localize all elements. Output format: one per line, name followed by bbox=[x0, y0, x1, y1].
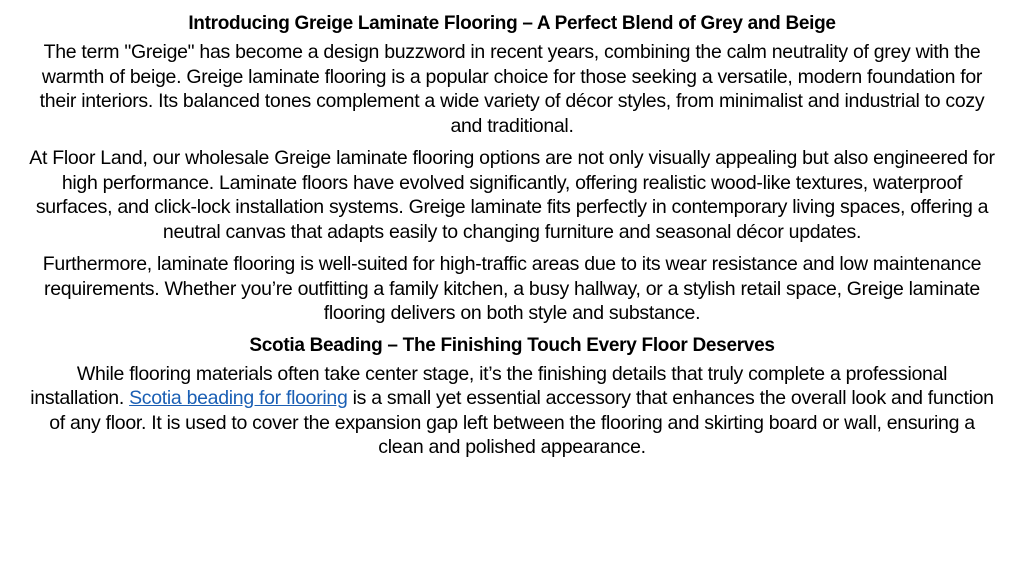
scotia-section-heading: Scotia Beading – The Finishing Touch Every Floor Deserves bbox=[249, 334, 775, 356]
greige-intro-paragraph: The term "Greige" has become a design buzzword in recent years, combining the calm neutrality of grey with the warmth of beige. Greige laminate flooring is a popular choice for those seeking a versatile, modern foundation for their interiors. Its balanced tones complement a wide variety of décor styles, from minimalist and industrial to cozy and traditional. bbox=[39, 41, 985, 137]
laminate-benefits-paragraph: Furthermore, laminate flooring is well-suited for high-traffic areas due to its wear resistance and low maintenance requirements. Whether you’re outfitting a family kitchen, a busy hallway, or a stylish retail space, Greige laminate flooring delivers on both style and substance. bbox=[42, 253, 982, 324]
scotia-text-before-link: While flooring materials often take center stage, it’s the finishing details that truly complete a professional installation. bbox=[30, 362, 948, 409]
scotia-paragraph bbox=[28, 362, 996, 460]
scotia-text-after-link: is a small yet essential accessory that enhances the overall look and function of any floor. It is used to cover the expansion gap left between the flooring and skirting board or wall, ensuring a clean and polished appearance. bbox=[49, 387, 994, 458]
floor-land-paragraph: At Floor Land, our wholesale Greige laminate flooring options are not only visually appealing but also engineered for high performance. Laminate floors have evolved significantly, offering realistic wood-like textures, waterproof surfaces, and click-lock installation systems. Greige laminate fits perfectly in contemporary living spaces, offering a neutral canvas that adapts easily to changing furniture and seasonal décor updates. bbox=[29, 147, 995, 243]
greige-section-heading: Introducing Greige Laminate Flooring – A Perfect Blend of Grey and Beige bbox=[188, 13, 836, 34]
scotia-beading-link[interactable]: Scotia beading for flooring bbox=[129, 387, 348, 409]
